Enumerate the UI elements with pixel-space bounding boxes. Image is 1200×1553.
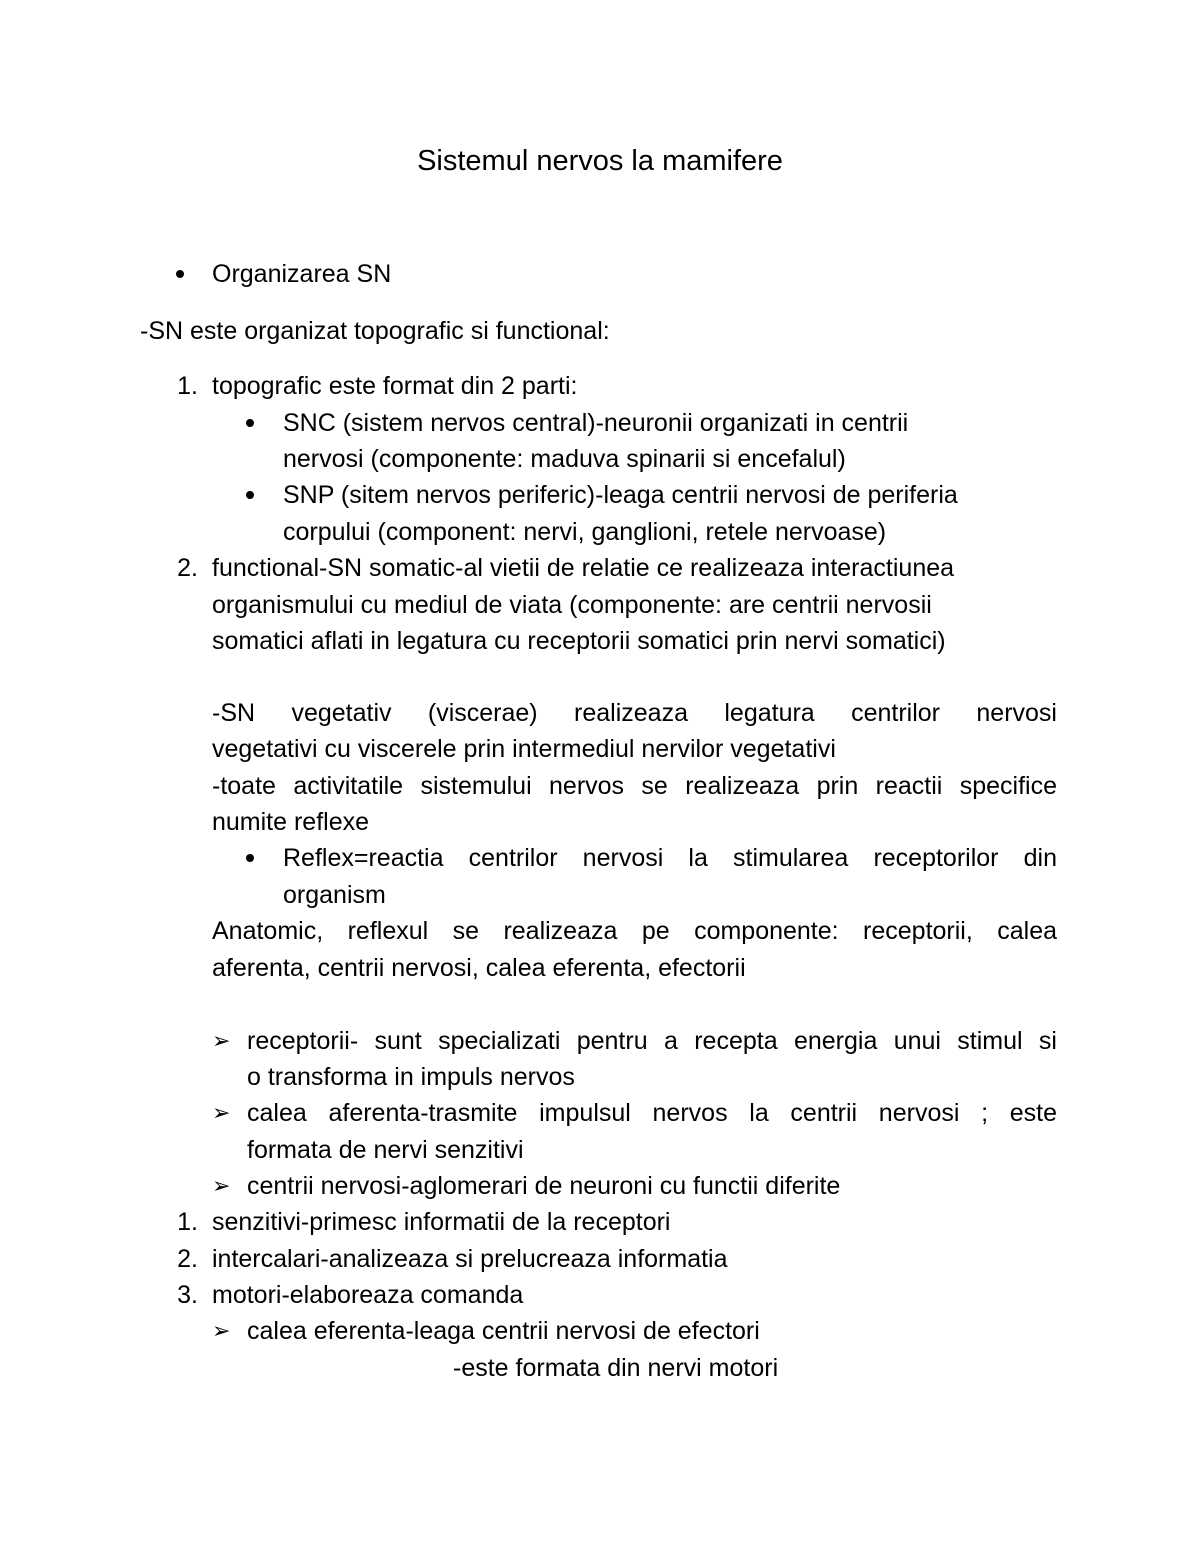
sub-item-line: corpului (component: nervi, ganglioni, retele nervoase)	[283, 518, 887, 546]
arrow-bullet-icon: ➢	[212, 1173, 231, 1198]
arrow-bullet-icon: ➢	[212, 1318, 231, 1343]
intro-text: -SN este organizat topografic si functional:	[140, 317, 610, 345]
paragraph-line: numite reflexe	[212, 808, 370, 836]
paragraph-line: -SN vegetativ (viscerae) realizeaza legatura centrilor nervosi	[212, 699, 1057, 727]
paragraph-line: Anatomic, reflexul se realizeaza pe componente: receptorii, calea	[212, 917, 1057, 945]
bullet-dot-icon	[176, 270, 184, 278]
arrow-item-line: formata de nervi senzitivi	[247, 1136, 524, 1164]
sub-item-line: Reflex=reactia centrilor nervosi la stimularea receptorilor din	[283, 844, 1057, 872]
list-number: 2.	[177, 554, 198, 582]
sub-item-line: organism	[283, 881, 386, 909]
bullet-dot-icon	[246, 854, 254, 862]
arrow-item-line: o transforma in impuls nervos	[247, 1063, 575, 1091]
list-number: 1.	[177, 1208, 198, 1236]
paragraph-line: -toate activitatile sistemului nervos se realizeaza prin reactii specifice	[212, 772, 1057, 800]
arrow-bullet-icon: ➢	[212, 1100, 231, 1125]
sub-item-line: nervosi (componente: maduva spinarii si encefalul)	[283, 445, 846, 473]
paragraph-line: aferenta, centrii nervosi, calea eferenta, efectorii	[212, 954, 746, 982]
list-item: motori-elaboreaza comanda	[212, 1281, 524, 1309]
arrow-item-line: calea eferenta-leaga centrii nervosi de efectori	[247, 1317, 760, 1345]
list-number: 3.	[177, 1281, 198, 1309]
page-title: Sistemul nervos la mamifere	[417, 145, 783, 177]
list-item: senzitivi-primesc informatii de la receptori	[212, 1208, 671, 1236]
arrow-item-line: receptorii- sunt specializati pentru a recepta energia unui stimul si	[247, 1027, 1057, 1055]
arrow-item-line: centrii nervosi-aglomerari de neuroni cu functii diferite	[247, 1172, 841, 1200]
paragraph-line: vegetativi cu viscerele prin intermediul nervilor vegetativi	[212, 735, 836, 763]
section-heading: Organizarea SN	[212, 260, 392, 288]
arrow-item-line: -este formata din nervi motori	[453, 1354, 779, 1382]
list-item: intercalari-analizeaza si prelucreaza informatia	[212, 1245, 728, 1273]
list-item-line: organismului cu mediul de viata (componente: are centrii nervosii	[212, 591, 932, 619]
arrow-bullet-icon: ➢	[212, 1028, 231, 1053]
list-number: 1.	[177, 372, 198, 400]
list-item-line: somatici aflati in legatura cu receptorii somatici prin nervi somatici)	[212, 627, 946, 655]
bullet-dot-icon	[246, 491, 254, 499]
list-item-line: functional-SN somatic-al vietii de relatie ce realizeaza interactiunea	[212, 554, 955, 582]
sub-item-line: SNC (sistem nervos central)-neuronii organizati in centrii	[283, 409, 909, 437]
list-number: 2.	[177, 1245, 198, 1273]
sub-item-line: SNP (sitem nervos periferic)-leaga centrii nervosi de periferia	[283, 481, 958, 509]
bullet-dot-icon	[246, 419, 254, 427]
arrow-item-line: calea aferenta-trasmite impulsul nervos la centrii nervosi ; este	[247, 1099, 1057, 1127]
list-item: topografic este format din 2 parti:	[212, 372, 578, 400]
